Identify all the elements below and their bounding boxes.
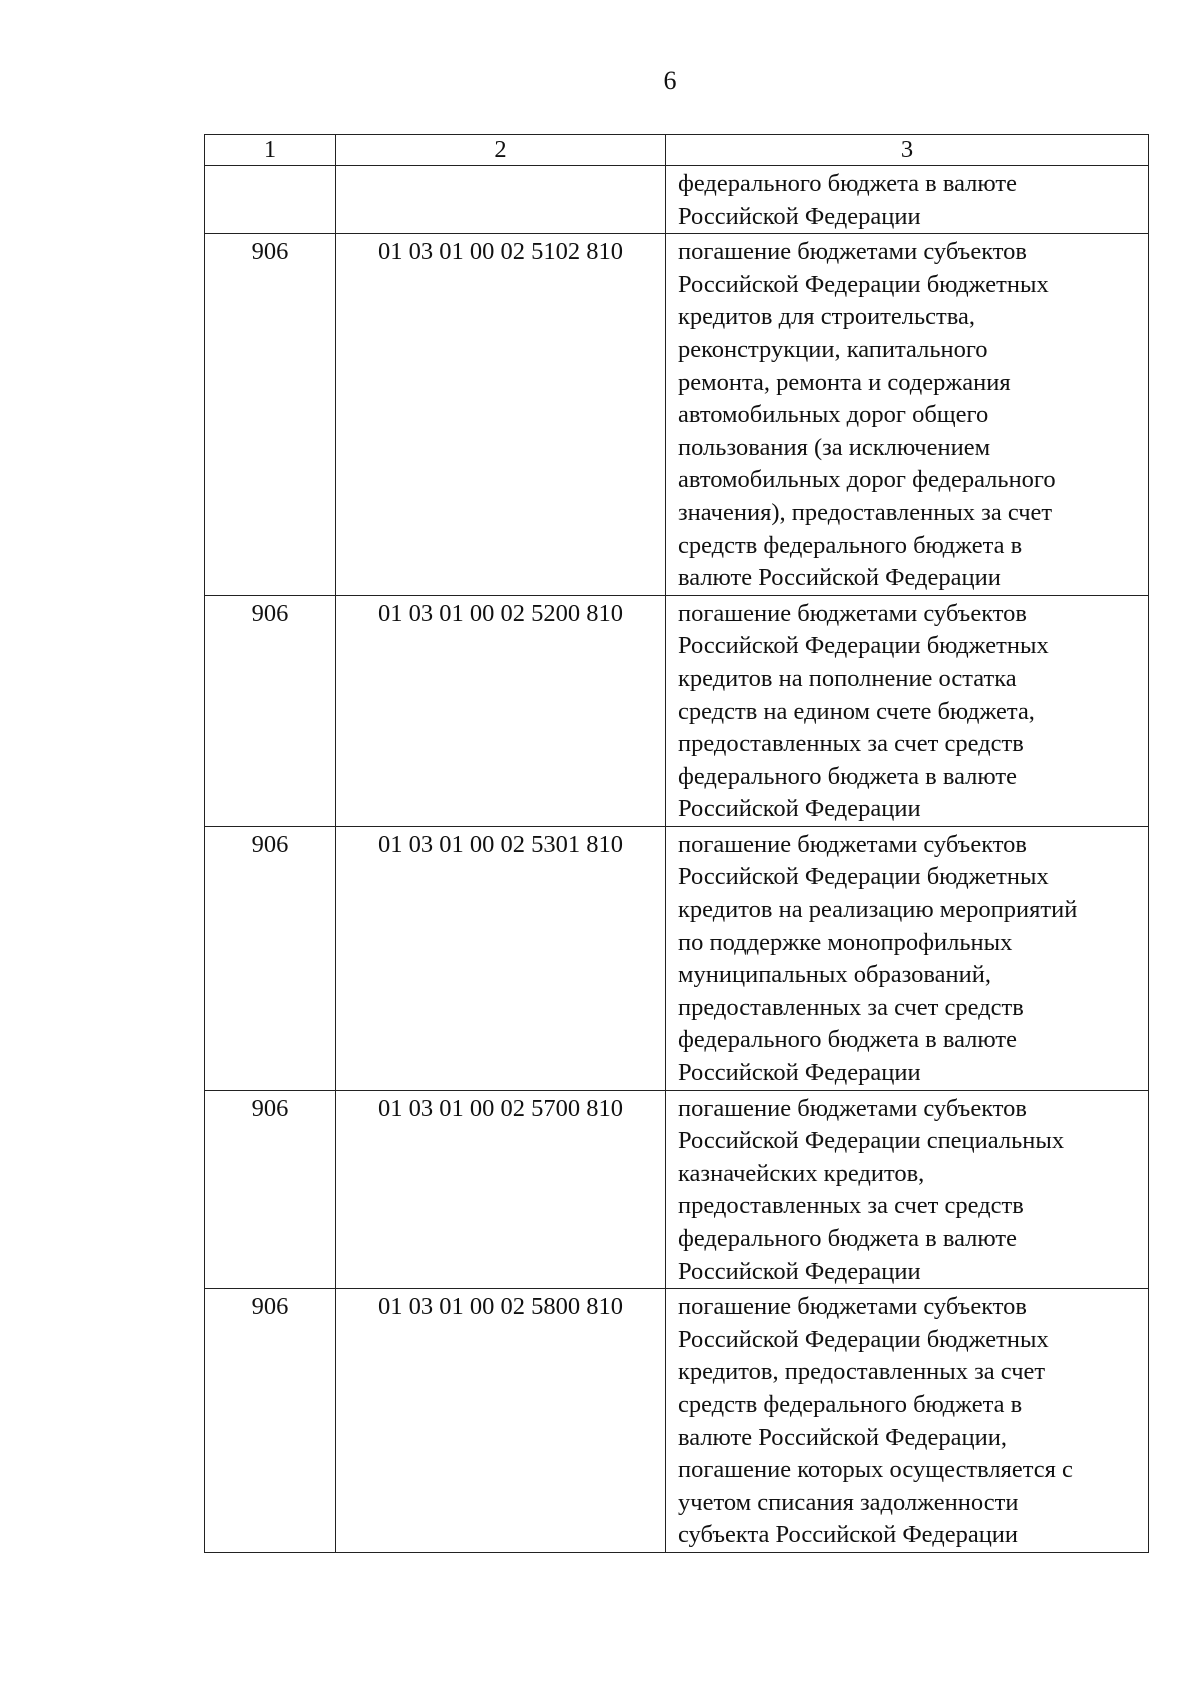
description-line: муниципальных образований, — [678, 961, 991, 989]
description-line: средств на едином счете бюджета, — [678, 697, 1035, 725]
budget-codes-table — [204, 134, 1149, 1553]
description-line: Российской Федерации бюджетных — [678, 632, 1049, 660]
description-line: кредитов для строительства, — [678, 303, 975, 331]
classification-code-cell: 01 03 01 00 02 5800 810 — [336, 1289, 666, 1553]
description-cell — [666, 234, 1149, 596]
description-line: погашение бюджетами субъектов — [678, 599, 1027, 627]
description-line: автомобильных дорог общего — [678, 401, 989, 429]
description-cell — [666, 595, 1149, 826]
description-cell — [666, 1090, 1149, 1289]
admin-code-cell: 906 — [205, 826, 336, 1090]
description-line: кредитов, предоставленных за счет — [678, 1358, 1046, 1386]
description-line: предоставленных за счет средств — [678, 993, 1024, 1021]
description-line: средств федерального бюджета в — [678, 531, 1023, 559]
table-row — [205, 1090, 1149, 1289]
description-line: субъекта Российской Федерации — [678, 1521, 1019, 1549]
description-line: Российской Федерации бюджетных — [678, 270, 1049, 298]
description-line: значения), предоставленных за счет — [678, 498, 1053, 526]
description-line: Российской Федерации — [678, 1257, 921, 1285]
description-line: Российской Федерации бюджетных — [678, 863, 1049, 891]
description-cell — [666, 166, 1149, 234]
description-line: федерального бюджета в валюте — [678, 1026, 1017, 1054]
table-row — [205, 595, 1149, 826]
description-cell — [666, 1289, 1149, 1553]
description-line: учетом списания задолженности — [678, 1488, 1019, 1516]
admin-code-cell: 906 — [205, 595, 336, 826]
table-row — [205, 826, 1149, 1090]
classification-code-cell: 01 03 01 00 02 5301 810 — [336, 826, 666, 1090]
classification-code-cell: 01 03 01 00 02 5102 810 — [336, 234, 666, 596]
description-line: валюте Российской Федерации, — [678, 1423, 1007, 1451]
classification-code-cell: 01 03 01 00 02 5200 810 — [336, 595, 666, 826]
description-line: средств федерального бюджета в — [678, 1390, 1023, 1418]
description-line: казначейских кредитов, — [678, 1159, 925, 1187]
description-line: погашение бюджетами субъектов — [678, 830, 1027, 858]
description-line: погашение бюджетами субъектов — [678, 1094, 1027, 1122]
description-line: ремонта, ремонта и содержания — [678, 368, 1011, 396]
header-col-1: 1 — [205, 135, 336, 166]
description-line: Российской Федерации бюджетных — [678, 1325, 1049, 1353]
description-line: федерального бюджета в валюте — [678, 762, 1017, 790]
table-row — [205, 234, 1149, 596]
admin-code-cell: 906 — [205, 1289, 336, 1553]
admin-code-cell — [205, 166, 336, 234]
description-line: погашение бюджетами субъектов — [678, 1293, 1027, 1321]
description-line: предоставленных за счет средств — [678, 1192, 1024, 1220]
description-line: валюте Российской Федерации — [678, 564, 1001, 592]
description-line: федерального бюджета в валюте — [678, 1225, 1017, 1252]
admin-code-cell: 906 — [205, 234, 336, 596]
table-header-row — [205, 135, 1149, 166]
description-line: погашение которых осуществляется с — [678, 1456, 1073, 1484]
admin-code-cell: 906 — [205, 1090, 336, 1289]
classification-code-cell — [336, 166, 666, 234]
description-line: Российской Федерации — [678, 795, 921, 823]
description-line: по поддержке монопрофильных — [678, 928, 1013, 956]
description-line: автомобильных дорог федерального — [678, 466, 1056, 494]
table-row-continuation — [205, 166, 1149, 234]
table-body — [205, 135, 1149, 1553]
description-line: Российской Федерации — [678, 1059, 921, 1087]
description-line: реконструкции, капитального — [678, 335, 988, 363]
description-line: кредитов на реализацию мероприятий — [678, 896, 1078, 924]
description-line: федерального бюджета в валюте — [678, 170, 1017, 197]
header-col-3: 3 — [666, 135, 1149, 166]
table-row — [205, 1289, 1149, 1553]
description-line: Российской Федерации специальных — [678, 1127, 1065, 1155]
classification-code-cell: 01 03 01 00 02 5700 810 — [336, 1090, 666, 1289]
description-line: предоставленных за счет средств — [678, 730, 1024, 758]
page-number: 6 — [663, 66, 677, 95]
description-line: погашение бюджетами субъектов — [678, 238, 1027, 266]
header-col-2: 2 — [336, 135, 666, 166]
description-line: кредитов на пополнение остатка — [678, 664, 1017, 692]
description-line: Российской Федерации — [678, 202, 921, 230]
description-cell — [666, 826, 1149, 1090]
description-line: пользования (за исключением — [678, 433, 991, 461]
